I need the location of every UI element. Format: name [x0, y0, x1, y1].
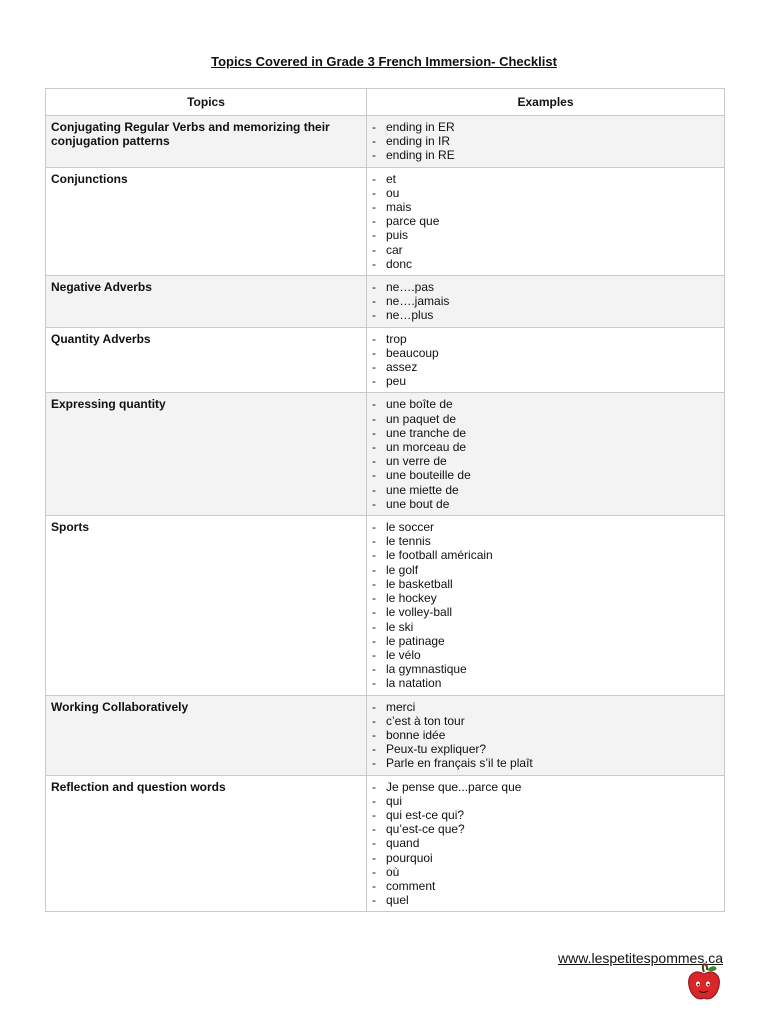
examples-list	[372, 520, 719, 690]
examples-list	[372, 397, 719, 511]
example-item: - un morceau de	[372, 440, 719, 454]
page-title: Topics Covered in Grade 3 French Immersion- Checklist	[211, 54, 557, 69]
example-item: - c’est à ton tour	[372, 714, 719, 728]
example-item: - Peux-tu expliquer?	[372, 742, 719, 756]
examples-cell	[367, 775, 725, 912]
example-item: - quel	[372, 893, 719, 907]
examples-list	[372, 280, 719, 323]
table-row	[46, 327, 725, 393]
example-item: - ending in IR	[372, 134, 719, 148]
example-item: - le patinage	[372, 634, 719, 648]
example-item: - peu	[372, 374, 719, 388]
example-item: - parce que	[372, 214, 719, 228]
example-item: - qu’est-ce que?	[372, 822, 719, 836]
example-item: - bonne idée	[372, 728, 719, 742]
examples-list	[372, 172, 719, 271]
example-item: - qui est-ce qui?	[372, 808, 719, 822]
topics-table	[45, 88, 725, 912]
table-header-row	[46, 89, 725, 116]
example-item: - comment	[372, 879, 719, 893]
example-item: - ne….jamais	[372, 294, 719, 308]
example-item: - beaucoup	[372, 346, 719, 360]
examples-list	[372, 780, 719, 908]
example-item: - un verre de	[372, 454, 719, 468]
column-header-examples: Examples	[367, 89, 725, 116]
table-row	[46, 775, 725, 912]
example-item: - le vélo	[372, 648, 719, 662]
example-item: - le ski	[372, 620, 719, 634]
example-item: - car	[372, 243, 719, 257]
example-item: - une miette de	[372, 483, 719, 497]
example-item: - le tennis	[372, 534, 719, 548]
example-item: - une bout de	[372, 497, 719, 511]
example-item: - ne….pas	[372, 280, 719, 294]
example-item: - et	[372, 172, 719, 186]
example-item: - une boîte de	[372, 397, 719, 411]
example-item: - où	[372, 865, 719, 879]
example-item: - ending in RE	[372, 148, 719, 162]
topic-cell: Reflection and question words	[46, 775, 367, 912]
examples-cell	[367, 393, 725, 516]
example-item: - ne…plus	[372, 308, 719, 322]
example-item: - Parle en français s’il te plaît	[372, 756, 719, 770]
topic-cell: Expressing quantity	[46, 393, 367, 516]
examples-list	[372, 700, 719, 771]
example-item: - ou	[372, 186, 719, 200]
examples-cell	[367, 327, 725, 393]
table-row	[46, 167, 725, 275]
example-item: - merci	[372, 700, 719, 714]
example-item: - le volley-ball	[372, 605, 719, 619]
examples-cell	[367, 516, 725, 695]
table-row	[46, 516, 725, 695]
examples-list	[372, 120, 719, 163]
example-item: - la natation	[372, 676, 719, 690]
topic-cell: Sports	[46, 516, 367, 695]
examples-cell	[367, 276, 725, 328]
examples-cell	[367, 695, 725, 775]
examples-cell	[367, 167, 725, 275]
table-row	[46, 116, 725, 168]
example-item: - le football américain	[372, 548, 719, 562]
topic-cell: Working Collaboratively	[46, 695, 367, 775]
example-item: - qui	[372, 794, 719, 808]
example-item: - assez	[372, 360, 719, 374]
table-row	[46, 695, 725, 775]
example-item: - la gymnastique	[372, 662, 719, 676]
apple-icon	[686, 962, 722, 1002]
example-item: - une bouteille de	[372, 468, 719, 482]
example-item: - le soccer	[372, 520, 719, 534]
topic-cell: Negative Adverbs	[46, 276, 367, 328]
table-row	[46, 393, 725, 516]
example-item: - un paquet de	[372, 412, 719, 426]
website-link[interactable]: www.lespetitespommes.ca	[558, 950, 723, 966]
example-item: - une tranche de	[372, 426, 719, 440]
example-item: - mais	[372, 200, 719, 214]
example-item: - donc	[372, 257, 719, 271]
example-item: - le basketball	[372, 577, 719, 591]
topic-cell: Quantity Adverbs	[46, 327, 367, 393]
topic-cell: Conjunctions	[46, 167, 367, 275]
example-item: - ending in ER	[372, 120, 719, 134]
example-item: - quand	[372, 836, 719, 850]
examples-cell	[367, 116, 725, 168]
column-header-topics: Topics	[46, 89, 367, 116]
example-item: - Je pense que...parce que	[372, 780, 719, 794]
examples-list	[372, 332, 719, 389]
example-item: - trop	[372, 332, 719, 346]
example-item: - puis	[372, 228, 719, 242]
example-item: - le golf	[372, 563, 719, 577]
table-row	[46, 276, 725, 328]
example-item: - pourquoi	[372, 851, 719, 865]
topic-cell: Conjugating Regular Verbs and memorizing their conjugation patterns	[46, 116, 367, 168]
example-item: - le hockey	[372, 591, 719, 605]
